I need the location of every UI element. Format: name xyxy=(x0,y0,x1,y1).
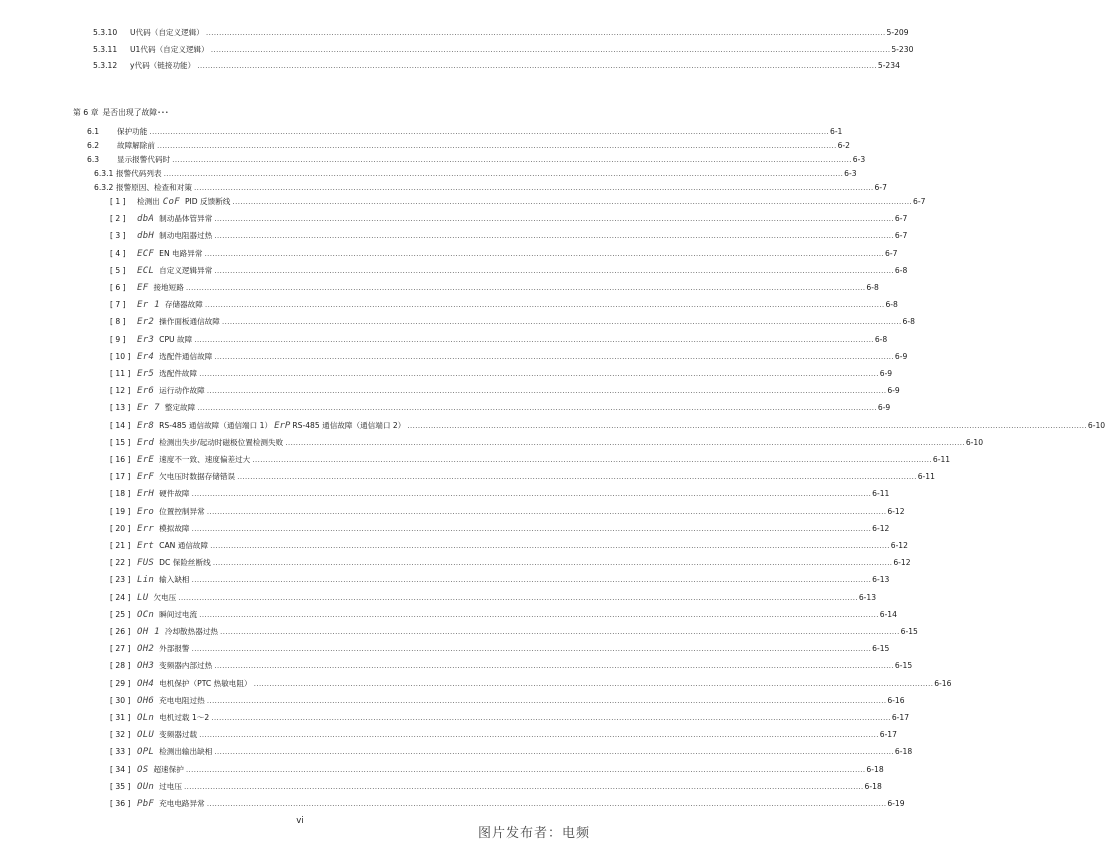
alarm-index: [ 13 ] xyxy=(110,403,131,413)
entry-title: PID 反馈断线 xyxy=(184,197,231,206)
alarm-index: [ 18 ] xyxy=(110,489,131,499)
alarm-code: Lin xyxy=(137,575,155,586)
dot-leader: .................................................................................................................................................................................................................................................................... xyxy=(232,197,913,206)
entry-title: 冷却散热器过热 xyxy=(164,627,219,636)
alarm-entry[interactable] xyxy=(110,540,908,551)
page-number: 6-17 xyxy=(891,713,910,722)
alarm-entry[interactable] xyxy=(110,574,890,586)
entry-title: DC 保险丝断线 xyxy=(159,558,211,568)
toc-entry[interactable] xyxy=(94,168,857,179)
dot-leader: .................................................................................................................................................................................................................................................................... xyxy=(210,541,890,550)
entry-title: 过电压 xyxy=(159,781,182,791)
alarm-entry[interactable] xyxy=(110,248,898,259)
entry-prefix: 检测出 xyxy=(137,197,160,206)
alarm-index: [ 5 ] xyxy=(110,265,126,275)
page-number: 6-10 xyxy=(1087,420,1105,430)
page-number: 6-2 xyxy=(837,141,850,150)
alarm-index: [ 20 ] xyxy=(110,523,131,533)
page-number: 6-16 xyxy=(934,678,952,688)
alarm-index: [ 35 ] xyxy=(110,781,131,791)
alarm-code: EF xyxy=(137,283,149,293)
page-number: 6-8 xyxy=(874,334,888,344)
dot-leader: .................................................................................................................................................................................................................................................................... xyxy=(214,265,894,275)
dot-leader: .................................................................................................................................................................................................................................................................... xyxy=(191,489,872,499)
page-number: 6-8 xyxy=(885,300,898,310)
alarm-entry[interactable] xyxy=(110,213,908,225)
page-number: 6-15 xyxy=(900,627,918,636)
alarm-index: [ 22 ] xyxy=(110,558,131,568)
alarm-index: [ 15 ] xyxy=(110,437,131,447)
alarm-entry[interactable] xyxy=(110,764,884,775)
entry-title: 整定故障 xyxy=(164,403,196,413)
entry-title: 外部报警 xyxy=(159,644,190,654)
alarm-code: Er5 xyxy=(137,369,155,379)
alarm-code: dbA xyxy=(137,214,155,225)
alarm-code: ErP xyxy=(274,420,291,431)
chapter-label: 第 6 章 xyxy=(73,108,99,117)
page-number: 5-209 xyxy=(886,28,909,37)
alarm-code: OH2 xyxy=(137,644,155,655)
alarm-code: Ert xyxy=(137,541,155,551)
entry-title: 变频器过载 xyxy=(159,730,198,740)
dot-leader: .................................................................................................................................................................................................................................................................... xyxy=(149,127,829,136)
entry-title: 输入缺相 xyxy=(159,575,190,585)
page-number: 6-13 xyxy=(858,592,877,602)
alarm-entry[interactable] xyxy=(110,385,900,397)
entry-title: RS-485 通信故障（通信端口 1） xyxy=(159,420,273,430)
entry-title: CPU 故障 xyxy=(159,334,193,344)
alarm-code: Ero xyxy=(137,506,155,517)
alarm-index: [ 29 ] xyxy=(110,678,131,688)
entry-title: 制动晶体管异常 xyxy=(159,214,213,224)
page-number: 6-7 xyxy=(894,231,908,241)
page-number: 6-18 xyxy=(866,764,884,774)
dot-leader: .................................................................................................................................................................................................................................................................... xyxy=(205,28,886,37)
page-number: 6-9 xyxy=(879,369,893,378)
page-number: 6-12 xyxy=(893,558,911,568)
alarm-code: Er2 xyxy=(137,317,155,328)
toc-entry[interactable] xyxy=(87,154,866,165)
entry-title: 欠电压时数据存储错误 xyxy=(159,472,236,482)
entry-number: 6.3.2 xyxy=(94,183,114,192)
alarm-code: Er3 xyxy=(137,334,155,345)
page-number: 6-16 xyxy=(887,695,905,705)
dot-leader: .................................................................................................................................................................................................................................................................... xyxy=(253,678,934,688)
entry-number: 6.1 xyxy=(87,127,100,136)
entry-title: CAN 通信故障 xyxy=(159,541,209,550)
alarm-code: ErE xyxy=(137,455,155,465)
dot-leader: .................................................................................................................................................................................................................................................................... xyxy=(199,609,879,619)
page-number: 6-11 xyxy=(932,455,951,464)
dot-leader: .................................................................................................................................................................................................................................................................... xyxy=(172,155,852,164)
alarm-code: OH3 xyxy=(137,661,155,672)
alarm-index: [ 28 ] xyxy=(110,661,131,671)
alarm-code: OLn xyxy=(137,713,155,723)
entry-title: 超速保护 xyxy=(153,764,184,774)
alarm-code: Er4 xyxy=(137,351,155,362)
dot-leader: .................................................................................................................................................................................................................................................................... xyxy=(163,169,844,178)
alarm-index: [ 12 ] xyxy=(110,386,131,396)
page-number: 6-18 xyxy=(864,781,882,791)
dot-leader: .................................................................................................................................................................................................................................................................... xyxy=(206,506,887,516)
alarm-code: OPL xyxy=(137,747,155,758)
alarm-index: [ 14 ] xyxy=(110,420,131,430)
alarm-code: OS xyxy=(137,764,149,775)
alarm-code: OH4 xyxy=(137,678,155,689)
alarm-index: [ 25 ] xyxy=(110,609,131,619)
alarm-code: Er8 xyxy=(137,420,155,431)
alarm-code: OUn xyxy=(137,781,155,792)
dot-leader: .................................................................................................................................................................................................................................................................... xyxy=(206,799,887,808)
alarm-entry[interactable] xyxy=(110,643,890,655)
entry-number: 5.3.10 xyxy=(93,28,118,37)
entry-number: 6.3 xyxy=(87,155,100,164)
page-number: 5-234 xyxy=(877,61,900,70)
page-number: 6-8 xyxy=(866,283,879,292)
entry-title: 运行动作故障 xyxy=(159,386,205,396)
entry-title: 故障解除前 xyxy=(117,141,155,150)
page-number: 6-8 xyxy=(902,317,915,327)
alarm-code: OLU xyxy=(137,730,155,741)
page-number: 6-9 xyxy=(877,403,891,413)
alarm-index: [ 31 ] xyxy=(110,713,131,722)
entry-title: 自定义逻辑异常 xyxy=(159,265,213,275)
entry-title: 充电电阻过热 xyxy=(159,695,205,705)
dot-leader: .................................................................................................................................................................................................................................................................... xyxy=(206,386,887,396)
page-number: 6-7 xyxy=(894,214,908,224)
entry-title: 选配件故障 xyxy=(159,369,198,378)
entry-title: 电机保护（PTC 热敏电阻） xyxy=(159,678,252,688)
entry-title: 欠电压 xyxy=(153,592,177,602)
alarm-entry[interactable] xyxy=(110,454,951,465)
dot-leader: .................................................................................................................................................................................................................................................................... xyxy=(211,713,891,722)
alarm-entry[interactable] xyxy=(110,506,905,517)
entry-title: 保护功能 xyxy=(117,127,148,136)
dot-leader: .................................................................................................................................................................................................................................................................... xyxy=(193,183,874,192)
page-number: 6-7 xyxy=(885,248,898,258)
alarm-entry[interactable] xyxy=(110,334,888,345)
dot-leader: .................................................................................................................................................................................................................................................................... xyxy=(214,747,894,757)
alarm-code: Err xyxy=(137,523,155,534)
entry-title: 制动电阻器过热 xyxy=(159,231,213,241)
alarm-index: [ 36 ] xyxy=(110,799,131,808)
alarm-code: Er 7 xyxy=(137,403,160,414)
alarm-code: OH 1 xyxy=(137,627,160,637)
alarm-entry[interactable] xyxy=(110,626,918,637)
entry-title: 模拟故障 xyxy=(159,523,190,533)
entry-title: 硬件故障 xyxy=(159,489,190,499)
alarm-entry[interactable] xyxy=(110,196,926,207)
entry-title: 检测出输出缺相 xyxy=(159,747,213,757)
dot-leader: .................................................................................................................................................................................................................................................................... xyxy=(156,141,837,150)
alarm-entry[interactable] xyxy=(110,746,913,758)
page-number: 6-3 xyxy=(852,155,866,164)
page-number: 6-13 xyxy=(872,575,890,585)
watermark: 图片发布者：电频 xyxy=(477,826,590,841)
page-number: 6-17 xyxy=(879,730,897,740)
entry-title: 报警代码列表 xyxy=(116,169,162,178)
entry-title: EN 电路异常 xyxy=(159,248,203,258)
alarm-entry[interactable] xyxy=(110,316,915,328)
entry-title: 选配件通信故障 xyxy=(159,351,213,361)
alarm-index: [ 11 ] xyxy=(110,369,131,378)
page-number: 6-18 xyxy=(894,747,913,757)
alarm-index: [ 16 ] xyxy=(110,455,131,464)
dot-leader: .................................................................................................................................................................................................................................................................... xyxy=(237,472,917,482)
alarm-entry[interactable] xyxy=(110,523,890,534)
entry-title: 瞬间过电流 xyxy=(159,609,198,619)
alarm-index: [ 27 ] xyxy=(110,644,131,654)
entry-title: 接地短路 xyxy=(153,283,184,292)
alarm-index: [ 9 ] xyxy=(110,334,126,344)
alarm-entry[interactable] xyxy=(110,660,913,672)
alarm-entry[interactable] xyxy=(110,798,905,809)
page-number: 6-3 xyxy=(844,169,857,178)
alarm-index: [ 6 ] xyxy=(110,283,126,292)
dot-leader: .................................................................................................................................................................................................................................................................... xyxy=(206,695,887,705)
entry-title: 充电电路异常 xyxy=(159,799,205,808)
dot-leader: .................................................................................................................................................................................................................................................................... xyxy=(220,627,900,636)
alarm-code: dbH xyxy=(137,231,155,242)
alarm-index: [ 24 ] xyxy=(110,592,131,602)
alarm-entry[interactable] xyxy=(110,609,897,620)
dot-leader: .................................................................................................................................................................................................................................................................... xyxy=(191,575,872,585)
alarm-entry[interactable] xyxy=(110,781,882,792)
page-number: 6-1 xyxy=(829,127,843,136)
dot-leader: .................................................................................................................................................................................................................................................................... xyxy=(210,44,891,54)
alarm-entry[interactable] xyxy=(110,695,905,706)
dot-leader: .................................................................................................................................................................................................................................................................... xyxy=(214,351,894,361)
alarm-index: [ 1 ] xyxy=(110,197,126,206)
entry-number: 6.2 xyxy=(87,141,100,150)
alarm-code: Er6 xyxy=(137,386,155,397)
dot-leader: .................................................................................................................................................................................................................................................................... xyxy=(199,369,879,378)
alarm-index: [ 33 ] xyxy=(110,747,131,757)
alarm-code: OCn xyxy=(137,609,155,620)
alarm-code: PbF xyxy=(137,799,155,809)
alarm-index: [ 30 ] xyxy=(110,695,131,705)
dot-leader: .................................................................................................................................................................................................................................................................... xyxy=(191,523,872,533)
dot-leader: .................................................................................................................................................................................................................................................................... xyxy=(191,644,872,654)
entry-title: 电机过载 1～2 xyxy=(159,713,210,722)
dot-leader: .................................................................................................................................................................................................................................................................... xyxy=(212,558,893,568)
alarm-entry[interactable] xyxy=(110,402,891,414)
entry-title: U1代码（自定义逻辑） xyxy=(130,44,209,54)
alarm-code: Er 1 xyxy=(137,300,160,311)
entry-number: 5.3.11 xyxy=(93,44,118,54)
alarm-index: [ 7 ] xyxy=(110,300,126,310)
alarm-entry[interactable] xyxy=(110,592,877,603)
alarm-code: LU xyxy=(137,592,149,603)
alarm-entry[interactable] xyxy=(110,471,935,483)
dot-leader: .................................................................................................................................................................................................................................................................... xyxy=(197,61,877,70)
alarm-entry[interactable] xyxy=(110,351,908,362)
page-number: 6-7 xyxy=(874,183,887,192)
alarm-code: ECL xyxy=(137,265,155,276)
entry-title: 变频器内部过热 xyxy=(159,661,213,671)
alarm-code: CoF xyxy=(162,197,180,207)
dot-leader: .................................................................................................................................................................................................................................................................... xyxy=(214,231,894,241)
chapter-title: 是否出现了故障･･･ xyxy=(102,108,169,117)
alarm-entry[interactable] xyxy=(110,557,911,569)
dot-leader: .................................................................................................................................................................................................................................................................... xyxy=(183,781,864,791)
dot-leader: .................................................................................................................................................................................................................................................................... xyxy=(204,300,885,310)
entry-title: 操作面板通信故障 xyxy=(159,317,220,327)
alarm-entry[interactable] xyxy=(110,437,984,448)
alarm-code: FUS xyxy=(137,558,155,569)
dot-leader: .................................................................................................................................................................................................................................................................... xyxy=(194,334,874,344)
entry-title: 检测出失步/起动时磁极位置检测失败 xyxy=(159,437,284,447)
page-number: 6-9 xyxy=(894,351,908,361)
toc-entry[interactable] xyxy=(93,27,909,38)
toc-entry[interactable] xyxy=(87,140,850,151)
page-number: 6-15 xyxy=(872,644,890,654)
entry-title: 速度不一致、速度偏差过大 xyxy=(159,455,251,464)
page-number: 6-10 xyxy=(965,437,984,447)
page-number: 6-11 xyxy=(872,489,890,499)
page-number: 6-7 xyxy=(913,197,926,206)
footer-page-number: vi xyxy=(296,816,304,826)
alarm-index: [ 19 ] xyxy=(110,506,131,516)
alarm-code: Erd xyxy=(137,437,155,448)
alarm-index: [ 10 ] xyxy=(110,351,131,361)
toc-entry[interactable] xyxy=(87,126,843,137)
page-number: 6-19 xyxy=(887,799,905,808)
alarm-entry[interactable] xyxy=(110,712,910,723)
toc-entry[interactable] xyxy=(93,44,914,55)
alarm-code: ECF xyxy=(137,248,155,259)
page-number: 6-12 xyxy=(890,541,908,550)
alarm-entry[interactable] xyxy=(110,299,898,311)
chapter-heading xyxy=(73,107,169,118)
dot-leader: .................................................................................................................................................................................................................................................................... xyxy=(199,730,879,740)
page-number: 6-11 xyxy=(917,472,935,482)
alarm-entry[interactable] xyxy=(110,420,1105,431)
entry-title: U代码（自定义逻辑） xyxy=(130,28,204,37)
dot-leader: .................................................................................................................................................................................................................................................................... xyxy=(285,437,965,447)
alarm-index: [ 4 ] xyxy=(110,248,126,258)
toc-entry[interactable] xyxy=(93,60,900,71)
page-number: 6-12 xyxy=(887,506,905,516)
alarm-entry[interactable] xyxy=(110,230,908,242)
alarm-index: [ 3 ] xyxy=(110,231,126,241)
page-number: 6-14 xyxy=(879,609,897,619)
dot-leader: .................................................................................................................................................................................................................................................................... xyxy=(185,764,866,774)
alarm-entry[interactable] xyxy=(110,488,890,500)
alarm-index: [ 34 ] xyxy=(110,764,131,774)
toc-entry[interactable] xyxy=(94,182,887,193)
page-number: 5-230 xyxy=(891,44,914,54)
alarm-entry[interactable] xyxy=(110,368,893,379)
entry-title: 位置控制异常 xyxy=(159,506,205,516)
dot-leader: .................................................................................................................................................................................................................................................................... xyxy=(214,661,894,671)
dot-leader: .................................................................................................................................................................................................................................................................... xyxy=(221,317,902,327)
alarm-index: [ 26 ] xyxy=(110,627,131,636)
entry-title: 报警原因、检查和对策 xyxy=(116,183,192,192)
alarm-entry[interactable] xyxy=(110,282,879,293)
dot-leader: .................................................................................................................................................................................................................................................................... xyxy=(197,403,877,413)
alarm-index: [ 21 ] xyxy=(110,541,131,550)
alarm-index: [ 17 ] xyxy=(110,472,131,482)
entry-title: RS-485 通信故障（通信端口 2） xyxy=(292,420,406,430)
entry-number: 6.3.1 xyxy=(94,169,114,178)
dot-leader: .................................................................................................................................................................................................................................................................... xyxy=(204,248,885,258)
entry-number: 5.3.12 xyxy=(93,61,118,70)
page-number: 6-12 xyxy=(872,523,890,533)
alarm-index: [ 23 ] xyxy=(110,575,131,585)
entry-title: 显示报警代码时 xyxy=(117,155,171,164)
alarm-entry[interactable] xyxy=(110,729,897,741)
alarm-index: [ 32 ] xyxy=(110,730,131,740)
entry-title: 存储器故障 xyxy=(164,300,203,310)
dot-leader: .................................................................................................................................................................................................................................................................... xyxy=(252,455,932,464)
alarm-code: ErF xyxy=(137,472,155,483)
alarm-entry[interactable] xyxy=(110,678,952,689)
dot-leader: .................................................................................................................................................................................................................................................................... xyxy=(178,592,858,602)
dot-leader: .................................................................................................................................................................................................................................................................... xyxy=(185,283,866,292)
page-number: 6-8 xyxy=(894,265,908,275)
alarm-code: OH6 xyxy=(137,695,155,706)
page-number: 6-9 xyxy=(887,386,900,396)
alarm-index: [ 8 ] xyxy=(110,317,126,327)
dot-leader: .................................................................................................................................................................................................................................................................... xyxy=(214,214,894,224)
entry-title: y代码（链接功能） xyxy=(130,61,196,70)
alarm-entry[interactable] xyxy=(110,265,908,276)
alarm-index: [ 2 ] xyxy=(110,214,126,224)
alarm-code: ErH xyxy=(137,489,155,500)
page-number: 6-15 xyxy=(894,661,913,671)
dot-leader: .................................................................................................................................................................................................................................................................... xyxy=(407,420,1087,430)
